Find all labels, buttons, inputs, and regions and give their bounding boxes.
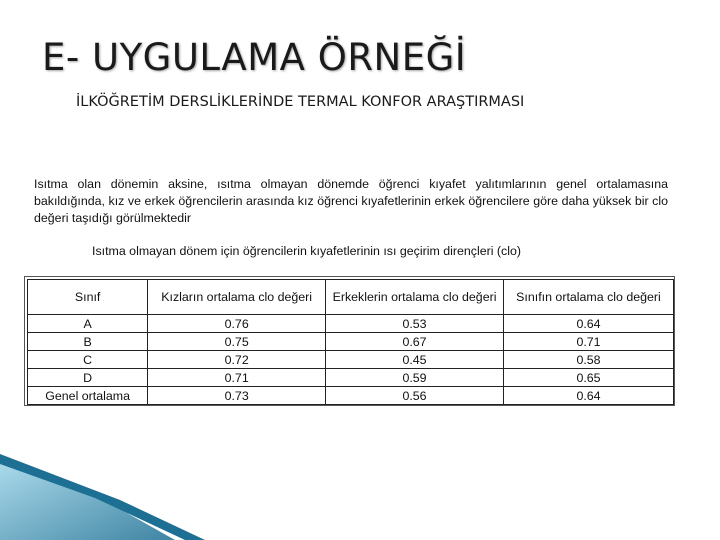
header-sinif-ortalama: Sınıfın ortalama clo değeri (504, 280, 674, 315)
table-cell: 0.53 (326, 315, 504, 333)
table-cell: 0.58 (504, 351, 674, 369)
table-cell: 0.56 (326, 387, 504, 405)
table-caption: Isıtma olmayan dönem için öğrencilerin kıyafetlerinin ısı geçirim dirençleri (clo) (92, 244, 522, 258)
table-cell: 0.59 (326, 369, 504, 387)
table-cell: 0.73 (148, 387, 326, 405)
table-cell: 0.72 (148, 351, 326, 369)
header-erkekler: Erkeklerin ortalama clo değeri (326, 280, 504, 315)
table-cell: A (28, 315, 148, 333)
corner-decoration (0, 440, 720, 540)
table-cell: 0.45 (326, 351, 504, 369)
clo-table (27, 279, 674, 405)
table-row (28, 351, 674, 369)
table-cell: B (28, 333, 148, 351)
slide-subtitle: İLKÖĞRETİM DERSLİKLERİNDE TERMAL KONFOR ARAŞTIRMASI (76, 94, 525, 110)
table-row-genel-ortalama (28, 387, 674, 405)
table-cell: 0.71 (148, 369, 326, 387)
body-paragraph: Isıtma olan dönemin aksine, ısıtma olmayan dönemde öğrenci kıyafet yalıtımlarının genel ortalamasına bakıldığında, kız ve erkek öğrencilerin arasında kız öğrenci kıyafetlerinin erkek öğrencilere göre daha yüksek bir clo değeri taşıdığı görülmektedir (34, 177, 668, 225)
table-cell: 0.65 (504, 369, 674, 387)
table-row (28, 315, 674, 333)
table-cell: 0.76 (148, 315, 326, 333)
table-cell: 0.71 (504, 333, 674, 351)
table-header-row (28, 280, 674, 315)
table-cell: 0.75 (148, 333, 326, 351)
table-cell: D (28, 369, 148, 387)
table-row (28, 369, 674, 387)
table-cell: 0.67 (326, 333, 504, 351)
header-sinif: Sınıf (28, 280, 148, 315)
table-cell: C (28, 351, 148, 369)
header-kizlar: Kızların ortalama clo değeri (148, 280, 326, 315)
slide-title: E- UYGULAMA ÖRNEĞİ (42, 36, 467, 79)
table-row (28, 333, 674, 351)
table-cell: 0.64 (504, 387, 674, 405)
table-cell: 0.64 (504, 315, 674, 333)
table-cell: Genel ortalama (28, 387, 148, 405)
